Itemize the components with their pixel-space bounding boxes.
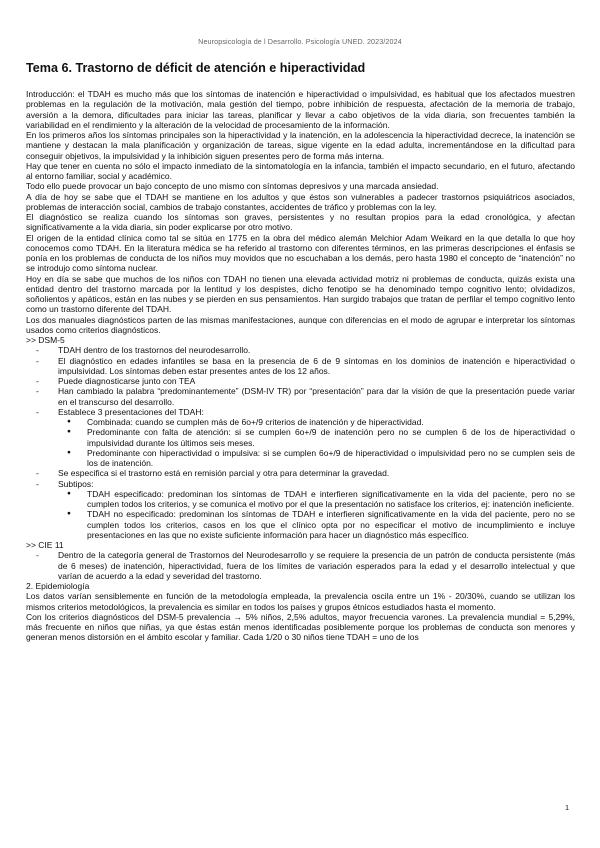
intro-paragraph: Introducción: el TDAH es mucho más que los síntomas de inatención e hiperactividad o impulsividad, es habitual que los afectados muestren problemas en la regulación de la motivación, mala gestión del tiempo, pobre inhibición de respuesta, afectación de la memoria de trabajo, aversión a la demora, dificultades para iniciar las tareas, planificar y llevar a cabo objetivos de la vida diaria, son frecuentes también la variabilidad en el rendimiento y la alteración de la velocidad de procesamiento de la información. <box>26 89 575 130</box>
section-heading: 2. Epidemiología <box>26 581 90 591</box>
list-item: - El diagnóstico en edades infantiles se basa en la presencia de 6 de 9 síntomas en los dominios de inatención e hiperactividad o impulsividad. Los síntomas deben estar presentes antes de los 12 años. <box>58 356 575 377</box>
list-item-label: Establece 3 presentaciones del TDAH: <box>58 406 204 417</box>
list-item <box>58 479 575 541</box>
sub-list-item: ● Predominante con falta de atención: si se cumplen 6o+/9 de inatención pero no se cumplen 6 de los de hiperactividad o impulsividad durante los últimos seis meses. <box>87 427 575 448</box>
dsm-heading: >> DSM-5 <box>26 335 65 345</box>
list-item: - Puede diagnosticarse junto con TEA <box>58 376 575 386</box>
intro-paragraph: A día de hoy se sabe que el TDAH se mantiene en los adultos y que éstos son vulnerables a padecer trastornos psiquiátricos asociados, problemas de interacción social, cambios de trabajo constantes, accidentes de tráfico y problemas con la ley. <box>26 191 575 212</box>
epidemiology-paragraph: Los datos varían sensiblemente en función de la metodología empleada, la prevalencia oscila entre un 1% - 20/30%, cuando se utilizan los mismos criterios metodológicos, la prevalencia es similar en todos los países y grupos étnicos estudiados hasta el momento. <box>26 591 575 612</box>
sub-list-item: ● Combinada: cuando se cumplen más de 6o+/9 criterios de inatención y de hiperactividad. <box>87 417 575 427</box>
list-item: - Dentro de la categoría general de Trastornos del Neurodesarrollo y se requiere la presencia de un patrón de conducta persistente (más de 6 meses) de inatención, hiperactividad, fuera de los límites de variación esperados para la edad y el desarrollo intelectual y que varían de acuerdo a la edad y severidad del trastorno. <box>58 550 575 581</box>
sub-list-item: ● TDAH especificado: predominan los síntomas de TDAH e interfieren significativamente en la vida del paciente, pero no se cumplen todos los criterios, y se comunica el motivo por el que la presentación no satisface los criterios, ej: inatención ineficiente. <box>87 489 575 510</box>
running-header: Neuropsicología de l Desarrollo. Psicología UNED. 2023/2024 <box>198 37 402 46</box>
body-text <box>26 89 575 643</box>
intro-paragraph: Hay que tener en cuenta no sólo el impacto inmediato de la sintomatología en la infancia, también el impacto secundario, en el futuro, afectando al entorno familiar, social y académico. <box>26 160 575 181</box>
list-item: - Se especifica si el trastorno está en remisión parcial y otra para determinar la gravedad. <box>58 468 575 478</box>
sub-list-item: ● Predominante con hiperactividad o impulsiva: si se cumplen 6o+/9 de hiperactividad o impulsividad pero no se cumplen seis de los de inatención. <box>87 448 575 469</box>
list-item <box>58 407 575 469</box>
dsm-list <box>26 345 575 540</box>
page-number: 1 <box>565 803 570 812</box>
page-title: Tema 6. Trastorno de déficit de atención e hiperactividad <box>26 61 366 75</box>
sub-list-item: ● TDAH no especificado: predominan los síntomas de TDAH e interfieren significativamente en la vida del paciente, pero no se cumplen todos los criterios, casos en los que el clínico opta por no especificar el motivo de incumplimiento e incluye presentaciones en las que no existe suficiente información para hacer un diagnóstico más específico. <box>87 509 575 540</box>
intro-paragraph: El origen de la entidad clínica como tal se sitúa en 1775 en la obra del médico alemán Melchior Adam Weikard en la que detalla lo que hoy conocemos como TDAH. En la literatura médica se ha referido al trastorno con diferentes términos, en las primeras descripciones el énfasis se ponía en los problemas de conducta de los niños muy movidos que no escuchaban a los demás, pero hasta 1980 el concepto de “inatención” no se introdujo como síntoma nuclear. <box>26 232 575 274</box>
intro-paragraph: Los dos manuales diagnósticos parten de las mismas manifestaciones, aunque con diferencias en el modo de agrupar e interpretar los síntomas usados como criterios diagnósticos. <box>26 314 575 335</box>
list-item: - Han cambiado la palabra “predominantemente” (DSM-IV TR) por “presentación” para dar la visión de que la presentación puede variar en el transcurso del desarrollo. <box>58 386 575 407</box>
cie-list <box>26 550 575 581</box>
intro-paragraph: El diagnóstico se realiza cuando los síntomas son graves, persistentes y no resultan propios para la edad cronológica, y afectan significativamente a la vida diaria, sin poder explicarse por otro motivo. <box>26 212 575 233</box>
cie-heading: >> CIE 11 <box>26 540 64 550</box>
epidemiology-paragraph: Con los criterios diagnósticos del DSM-5 prevalencia → 5% niños, 2,5% adultos, mayor frecuencia varones. La prevalencia mundial = 5,29%, más frecuente en niños que niñas, ya que éstas están menos identificadas posiblemente porque los problemas de conducta son menores y generan menos distorsión en el ámbito escolar y familiar. Cada 1/20 o 30 niños tiene TDAH = uno de los <box>26 611 575 643</box>
intro-paragraph: Hoy en día se sabe que muchos de los niños con TDAH no tienen una elevada actividad motriz ni problemas de conducta, quizás exista una entidad dentro del trastorno marcada por la lentitud y los despistes, dicho fenotipo se ha denominado tempo cognitivo lento; olvidadizos, soñolientos y apáticos, están en las nubes y se pierden en sus pensamientos. Han surgido trabajos que tratan de perfilar el tempo cognitivo lento como un trastorno diferente del TDAH. <box>26 273 575 315</box>
list-item: - TDAH dentro de los trastornos del neurodesarrollo. <box>58 345 575 355</box>
intro-paragraph: En los primeros años los síntomas principales son la hiperactividad y la inatención, en la adolescencia la hiperactividad decrece, la inatención se mantiene y destacan la mala planificación y organización de tareas, sigue vigente en la edad adulta, incrementándose en la dificultad para conseguir objetivos, la impulsividad y la inhibición siguen presentes pero de forma más interna. <box>26 130 575 161</box>
subtypes-list <box>58 489 575 540</box>
presentations-list <box>58 417 575 468</box>
list-item-label: Subtipos: <box>58 478 94 489</box>
intro-paragraph: Todo ello puede provocar un bajo concepto de uno mismo con síntomas depresivos y una marcada ansiedad. <box>26 181 439 192</box>
